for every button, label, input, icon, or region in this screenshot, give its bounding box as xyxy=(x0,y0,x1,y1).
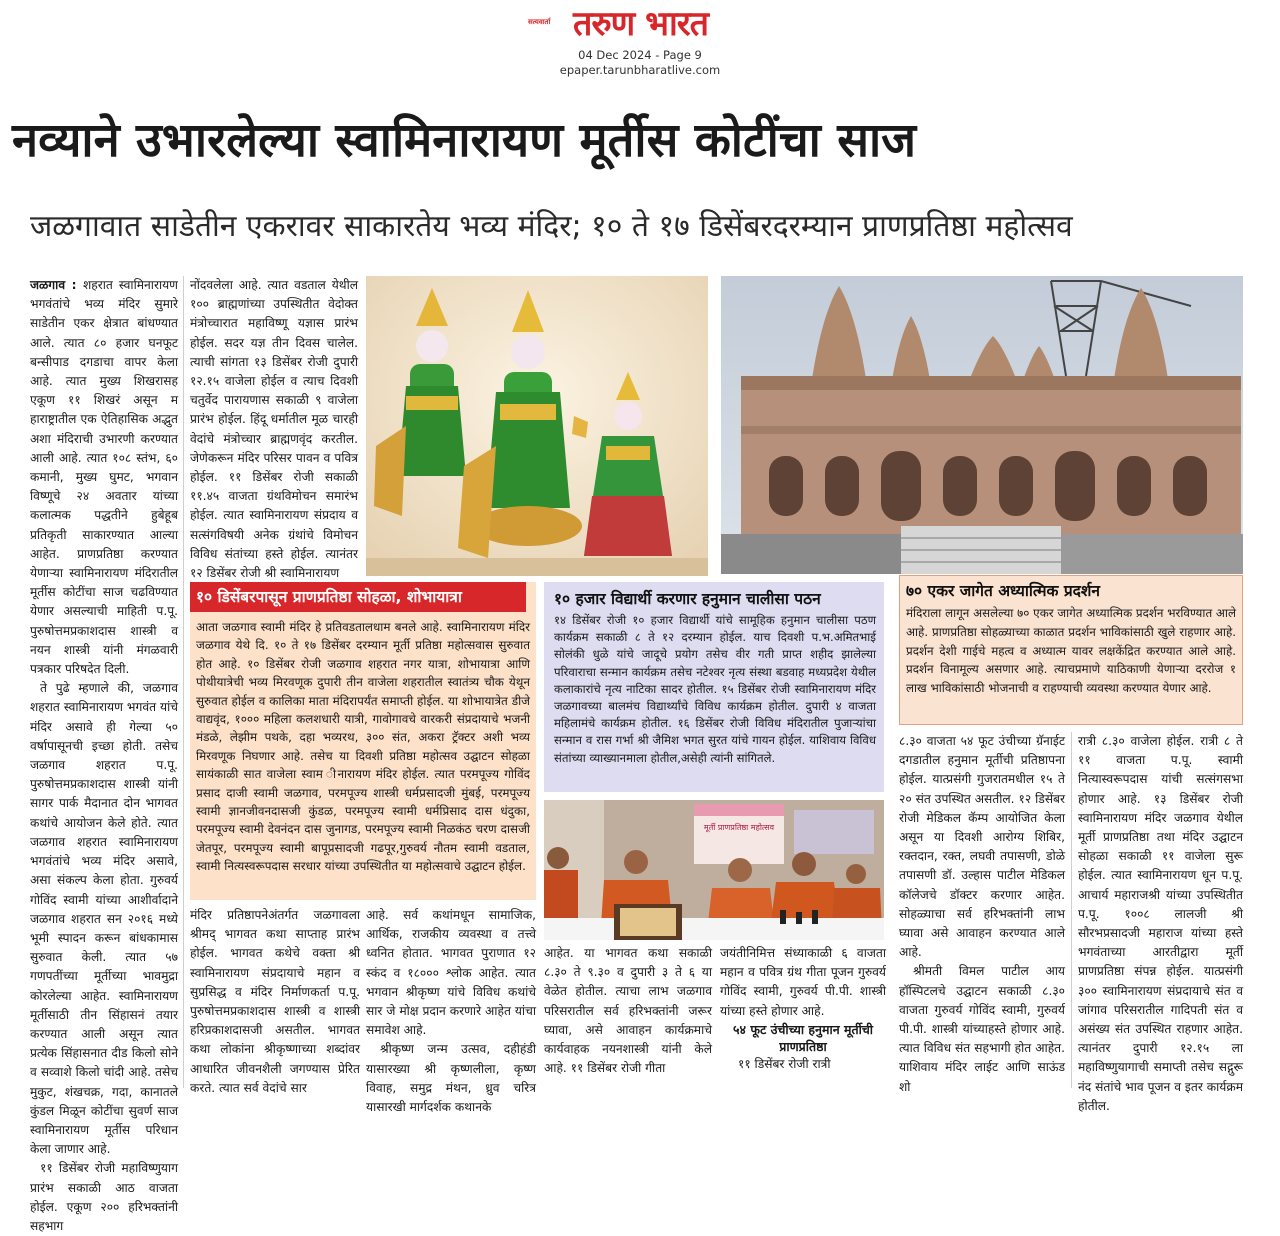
column-1-text: शहरात स्वामिनारायण भगवंतांचे भव्य मंदिर सुमारे साडेतीन एकर क्षेत्रात बांधण्यात आले. त्यात ८० हजार घनफूट बन्सीपाड दगडाचा वापर केला आहे. त्यात मुख्य शिखरासह एकूण ११ शिखरं असून म हाराष्ट्रातील एक ऐतिहासिक अद्भुत अशा मंदिराची उभारणी करण्यात आली आहे. त्यात १०८ स्तंभ, ६० कमानी, मुख्य घुमट, भगवान विष्णूचे २४ अवतार यांच्या कलात्मक पद्धतीने हुबेहूब प्रतिकृती साकारण्यात आल्या आहेत. प्राणप्रतिष्ठा करण्यात येणाऱ्या स्वामिनारायण मंदिरातील मूर्तीस कोटींचा साज चढविण्यात येणार असल्याची माहिती प.पू. पुरुषोत्तमप्रकाशदास शास्त्री व नयन शास्त्री यांनी मंगळवारी पत्रकार परिषदेत दिली. xyxy=(30,278,178,677)
shobhayatra-box-text: आता जळगाव स्वामी मंदिर हे प्रतिवडतालधाम बनले आहे. स्वामिनारायण मंदिर जळगाव येथे दि. १० ते १७ डिसेंबर दरम्यान मूर्ती प्रतिष्ठा महोत्सवास सुरुवात होत आहे. १० डिसेंबर रोजी जळगाव शहरात नगर यात्रा, शोभायात्रा आणि पोथीयात्रेची भव्य मिरवणूक दुपारी तीन वाजेला शहरातील स्वातंत्र्य चौक येथून सुरुवात होईल व कालिका माता मंदिरापर्यंत समाप्ती होईल. या शोभायात्रेत डीजे वाद्यवृंद, १००० महिला कलशधारी यात्री, गावोगावचे वारकरी संप्रदायाचे भजनी मंडळे, लेझीम पथके, दहा भव्यरथ, ३०० संत, अकरा ट्रॅक्टर अशी भव्य मिरवणूक निघणार आहे. तसेच या दिवशी प्रतिष्ठा महोत्सव उद्घाटन सोहळा सायंकाळी सात वाजेला स्वाम ीनारायण मंदिर होईल. त्यात परमपूज्य गोविंद प्रसाद दाजी स्वामी जळगाव, परमपूज्य शास्त्री धर्मप्रसादजी मुंबई, परमपूज्य स्वामी ज्ञानजीवनदासजी कुंडळ, परमपूज्य स्वामी धर्मप्रिसाद दास धंदुका, परमपूज्य स्वामी देवनंदन दास जुनागड, परमपूज्य स्वामी निळकंठ चरण दासजी जेतपूर, परमपूज्य स्वामी बापूप्रसादजी गढपूर,गुरुवर्य नौतम स्वामी वडताल, स्वामी नित्यस्वरूपदास सरधार यांच्या उपस्थितीत या महोत्सवाचे उद्घाटन होईल. xyxy=(196,620,530,874)
article-column-2-top xyxy=(190,276,358,581)
logo-text: तरुण भारत xyxy=(572,4,709,44)
column-divider xyxy=(183,276,184,1088)
column-4-bottom-text: आहेत. या भागवत कथा सकाळी ८.३० ते ९.३० व दुपारी ३ ते ६ या वेळेत होतील. त्याचा लाभ जळगाव परिसरातील सर्व हरिभक्तांनी जरूर घ्यावा, असे आवाहन कार्यक्रमाचे कार्यवाहक नयनशास्त्री यांनी केले आहे. ११ डिसेंबर रोजी गीता xyxy=(544,946,712,1076)
hanuman-murti-subtitle: ५४ फूट उंचीच्या हनुमान मूर्तीची प्राणप्रतिष्ठा xyxy=(732,1021,874,1054)
main-headline: नव्याने उभारलेल्या स्वामिनारायण मूर्तीस कोटींचा साज xyxy=(12,113,917,168)
column-7-text: रात्री ८.३० वाजेला होईल. रात्री ८ ते ११ वाजता प.पू. स्वामी नित्यास्वरूपदास यांची सत्संगसभा होणार आहे. १३ डिसेंबर रोजी स्वामिनारायण मंदिर जळगाव येथील मूर्ती प्राणप्रतिष्ठा तथा मंदिर उद्घाटन सोहळा सकाळी ११ वाजेला सुरू होईल. त्यात स्वामिनारायण धून प.पू. आचार्य महाराजश्री यांच्या उपस्थितीत प.पू. १००८ लालजी श्री सौरभप्रसादजी महाराज यांच्या हस्ते भगवंताच्या आरतीद्वारा मूर्ती प्राणप्रतिष्ठा संपन्न होईल. यात्प्रसंगी ३०० स्वामिनारायण संप्रदायाचे संत व जांगाव परिसरातील गादिपती संत व असंख्य संत उपस्थित राहणार आहेत. त्यानंतर दुपारी १२.१५ ला महाविष्णुयागाची समाप्ती तसेच सद्गुरू नंद संतांचे भाव पूजन व इतर कार्यक्रम होतील. xyxy=(1078,734,1243,1113)
epaper-url[interactable]: epaper.tarunbharatlive.com xyxy=(559,63,721,77)
column-5-bottom-text: जयंतीनिमित्त संध्याकाळी ६ वाजता महान व पवित्र ग्रंथ गीता पूजन गुरुवर्य गोविंद स्वामी, गुरुवर्य पी.पी. शास्त्री यांच्या हस्ते होणार आहे. xyxy=(720,946,886,1018)
swaminarayan-murti-photo xyxy=(366,276,708,576)
column-6-text-2: श्रीमती विमल पाटील आय हॉस्पिटलचे उद्घाटन सकाळी ८.३० वाजता गुरुवर्य गोविंद स्वामी, गुरुवर्य पी.पी. शास्त्री यांच्याहस्ते होणार आहे. त्यात विविध संत सहभागी होत आहेत. याशिवाय मंदिर लाईट आणि साऊंड शो xyxy=(899,964,1065,1094)
temple-photo xyxy=(721,276,1243,574)
hanuman-chalisa-box xyxy=(544,582,884,792)
newspaper-logo xyxy=(528,4,753,44)
microphone-icon xyxy=(780,910,818,924)
article-column-2-bottom xyxy=(190,906,360,1095)
shobhayatra-box-title: १० डिसेंबरपासून प्राणप्रतिष्ठा सोहळा, शोभायात्रा xyxy=(190,582,526,612)
column-1-text-2: ते पुढे म्हणाले की, जळगाव शहरात स्वामिनारायण भगवंत यांचे मंदिर असावे ही गेल्या ५० वर्षापासूनची इच्छा होती. तसेच जळगाव शहरात प.पू. पुरुषोत्तमप्रकाशदास शास्त्री यांनी सागर पार्क मैदानात दोन भागवत कथांचे आयोजन केले होते. त्यात जळगाव शहरात स्वामिनारायण भगवंतांचे भव्य मंदिर असावे, असा संकल्प केला होता. गुरुवर्य गोविंद स्वामी यांच्या आशीर्वादाने जळगाव शहरात सन २०१६ मध्ये भूमी स्पादन करून बांधकामास सुरुवात केली. त्यात ५७ गणपतींच्या मूर्तीच्या भावमुद्रा कोरलेल्या आहेत. स्वामिनारायण मूर्तीसाठी तीन सिंहासनं तयार करण्यात आली असून त्यात प्रत्येक सिंहासनात दीड किलो सोने व सव्वाशे किलो चांदी आहे. तसेच मुकुट, शंखचक्र, गदा, कानातले कुंडल मिळून कोटींचा सुवर्ण साज स्वामिनारायण मूर्तीस परिधान केला जाणार आहे. xyxy=(30,681,178,1157)
logo-tagline: सत्यवार्ता xyxy=(528,17,551,26)
article-column-4-bottom xyxy=(544,944,712,1088)
temple-illustration xyxy=(721,276,1243,574)
dateline: जळगाव : xyxy=(30,278,83,292)
murti-illustration xyxy=(366,276,708,576)
article-column-1 xyxy=(30,276,178,1233)
pradarshan-box-title: ७० एकर जागेत अध्यात्मिक प्रदर्शन xyxy=(906,582,1101,600)
column-2-bottom-text: मंदिर प्रतिष्ठापनेअंतर्गत जळगावला श्रीमद् भागवत कथा साप्ताह प्रारंभ होईल. भागवत कथेचे वक्ता श्री स्वामिनारायण संप्रदायाचे महान व सुप्रसिद्ध व मंदिर निर्माणकर्ता प.पू. पुरुषोत्तमप्रकाशदास शास्त्री व शास्त्री हरिप्रकाशदासजी असतील. भागवत कथा लोकांना श्रीकृष्णाच्या शब्दांवर आधारित जीवनशैली जगण्यास प्रेरित करते. त्यात सर्व वेदांचे सार xyxy=(190,908,360,1095)
column-2-top-text: नोंदवलेला आहे. त्यात वडताल येथील १०० ब्राह्मणांच्या उपस्थितीत वेदोक्त मंत्रोच्चारात महाविष्णू यज्ञास प्रारंभ होईल. सदर यज्ञ तीन दिवस चालेल. त्याची सांगता १३ डिसेंबर रोजी दुपारी १२.१५ वाजेला होईल व त्याच दिवशी चतुर्वेद पारायणास सकाळी ९ वाजेला प्रारंभ होईल. हिंदू धर्मातील मूळ चारही वेदांचे मंत्रोच्चार ब्राह्मणवृंद करतील. जेणेकरून मंदिर परिसर पावन व पवित्र होईल. ११ डिसेंबर रोजी सकाळी ११.४५ वाजता ग्रंथविमोचन समारंभ होईल. त्यात स्वामिनारायण संप्रदाय व सत्संगविषयी अनेक ग्रंथांचे विमोचन विविध संतांच्या हस्ते होईल. त्यानंतर १२ डिसेंबर रोजी श्री स्वामिनारायण xyxy=(190,278,358,581)
article-column-3-bottom xyxy=(366,906,536,1115)
pradarshan-box xyxy=(899,575,1243,725)
column-5-bottom-text-2: ११ डिसेंबर रोजी रात्री xyxy=(738,1056,831,1071)
column-divider xyxy=(1071,732,1072,1088)
article-column-7 xyxy=(1078,732,1243,1113)
column-3-bottom-text-2: श्रीकृष्ण जन्म उत्सव, दहीहंडी यासारख्या श्री कृष्णलीला, कृष्ण विवाह, समुद्र मंथन, ध्रुव चरित्र यासारखी मार्गदर्शक कथानके xyxy=(366,1042,536,1115)
column-1-text-3: ११ डिसेंबर रोजी महाविष्णुयाग प्रारंभ सकाळी आठ वाजता होईल. एकूण २०० हरिभक्तांनी सहभाग xyxy=(30,1161,178,1233)
masthead xyxy=(0,0,1280,80)
article-column-5-bottom xyxy=(720,944,886,1088)
pradarshan-box-text: मंदिराला लागून असलेल्या ७० एकर जागेत अध्यात्मिक प्रदर्शन भरविण्यात आले आहे. प्राणप्रतिष्ठा सोहळ्याच्या काळात प्रदर्शन भाविकांसाठी खुले राहणार आहे. प्रदर्शन देशी गाईचे महत्व व अध्यात्म यावर लक्षकेंद्रित करण्यात आले आहे. प्रदर्शन विनामूल्य असणार आहे. त्याचप्रमाणे याठिकाणी येणाऱ्या दररोज १ लाख भाविकांसाठी भोजनाची व राहण्याची व्यवस्था करण्यात येणार आहे. xyxy=(906,606,1236,696)
shobhayatra-box xyxy=(190,582,536,900)
press-conference-photo xyxy=(544,800,884,940)
hanuman-chalisa-box-title: १० हजार विद्यार्थी करणार हनुमान चालीसा पठन xyxy=(554,590,821,608)
column-6-text: ८.३० वाजता ५४ फूट उंचीच्या ग्रॅनाईट दगडातील हनुमान मूर्तीची प्रतिष्ठापना होईल. यात्प्रसंगी गुजरातमधील १५ ते २० संत उपस्थित असतील. १२ डिसेंबर रोजी मेडिकल कॅम्प आयोजित केला असून या दिवशी आरोग्य शिबिर, रक्तदान, रक्त, लघवी तपासणी, डोळे तपासणी डॉ. उल्हास पाटील मेडिकल कॉलेजचे डॉक्टर करणार आहेत. सोहळ्याचा सर्व हरिभक्तांनी लाभ घ्यावा असे आवाहन करण्यात आले आहे. xyxy=(899,734,1065,960)
press-conference-illustration xyxy=(544,800,884,940)
column-3-bottom-text: आहे. सर्व कथांमधून सामाजिक, आर्थिक, राजकीय व्यवस्था व तत्त्वे ध्वनित होतात. भागवत पुराणात १२ स्कंद व १८००० श्लोक आहेत. त्यात भगवान श्रीकृष्ण यांचे विविध कथांचे सार जे मोक्ष प्रदान करणारे आहेत यांचा समावेश आहे. xyxy=(366,908,536,1038)
sub-headline: जळगावात साडेतीन एकरावर साकारतेय भव्य मंदिर; १० ते १७ डिसेंबरदरम्यान प्राणप्रतिष्ठा महोत्सव xyxy=(30,209,1073,244)
press-photo-banner: मूर्ती प्राणप्रतिष्ठा महोत्सव xyxy=(703,823,775,832)
article-column-6 xyxy=(899,732,1065,1094)
hanuman-chalisa-box-text: १४ डिसेंबर रोजी १० हजार विद्यार्थी यांचे सामूहिक हनुमान चालीसा पठण कार्यक्रम सकाळी ८ ते १२ दरम्यान होईल. याच दिवशी प.भ.अमितभाई सोलंकी धुळे यांचे जादूचे प्रयोग तसेच वीर गती प्राप्त शहीद झालेल्या परिवाराचा सन्मान कार्यक्रम तसेच नटेश्वर नृत्य संस्था बडवाह मध्यप्रदेश येथील कलाकारांचे नृत्य नाटिका सादर होतील. १५ डिसेंबर रोजी स्वामिनारायण मंदिर जळगावच्या बालमंच विद्यार्थ्यांचे विविध कार्यक्रम होतील. दुपारी ४ वाजता महिलामंचे कार्यक्रम होतील. १६ डिसेंबर रोजी विविध मंदिरातील पुजाऱ्यांचा सन्मान व रास गर्भा श्री जैमिश भगत सुरत यांचे गायन होईल. याशिवाय विविध संतांच्या व्याख्यानमाला होतील,असेही त्यांनी सांगितले. xyxy=(554,613,876,765)
date-page: 04 Dec 2024 - Page 9 xyxy=(578,48,702,62)
